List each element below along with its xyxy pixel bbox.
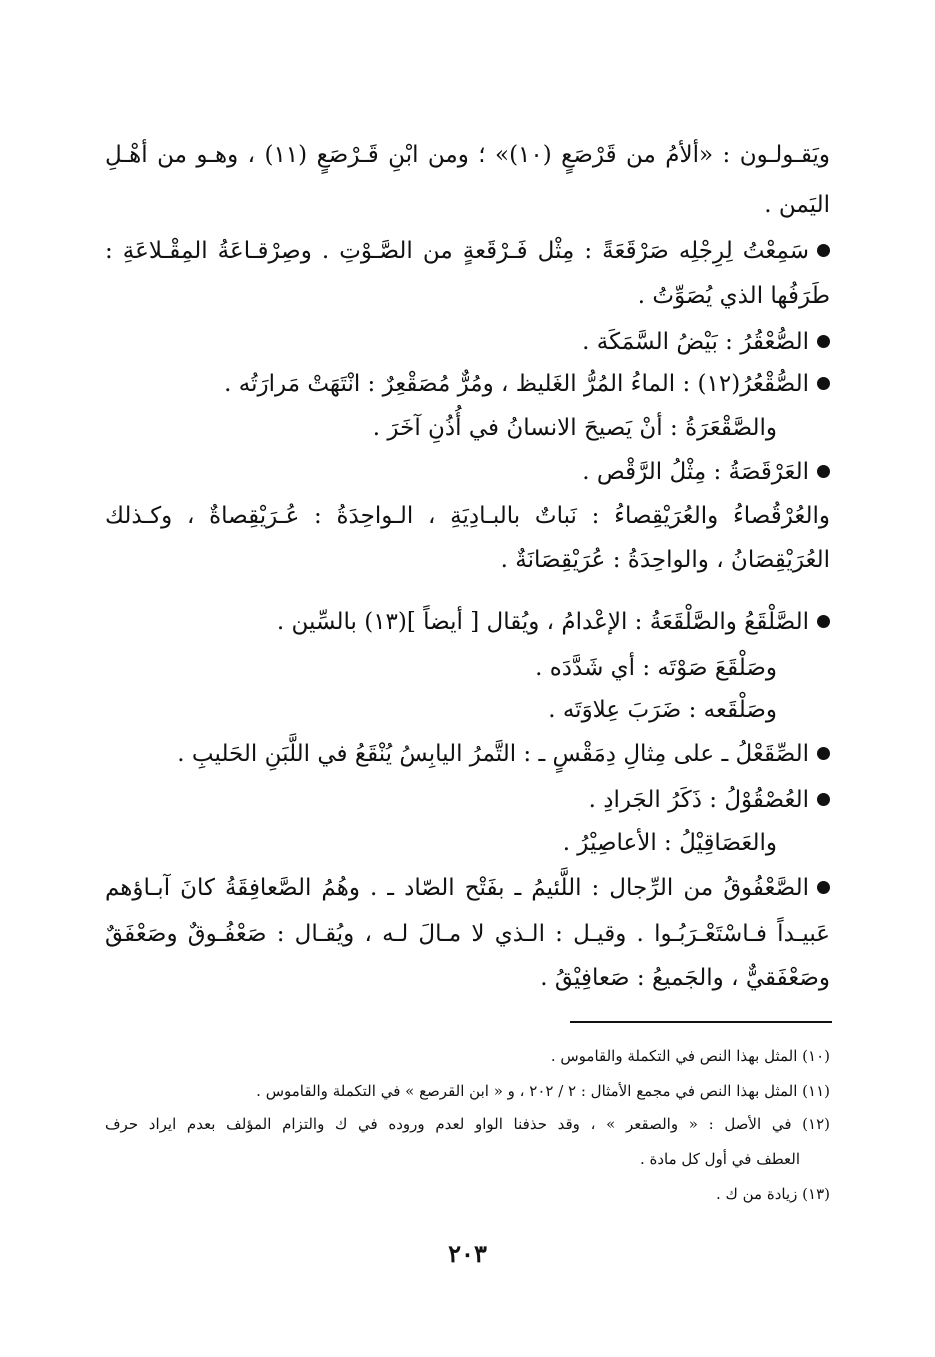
bullet-icon bbox=[817, 465, 830, 478]
text-line: ويَقـولـون : «ألأمُ من قَرْصَعٍ (١٠)» ؛ ومن ابْنِ قَـرْصَعٍ (١١) ، وهـو من أهْـلِ bbox=[105, 142, 830, 168]
entry-line bbox=[277, 602, 830, 642]
page-number: ٢٠٣ bbox=[448, 1239, 487, 1268]
text-line: العُصْقُوْلُ : ذَكَرُ الجَرادِ . bbox=[588, 787, 809, 813]
footnote: (١٠) المثل بهذا النص في التكملة والقاموس . bbox=[550, 1047, 830, 1065]
footnote: (١٣) زيادة من ك . bbox=[715, 1185, 830, 1203]
entry-line bbox=[582, 452, 830, 492]
bullet-icon bbox=[817, 881, 830, 894]
bullet-icon bbox=[817, 747, 830, 760]
text-line: والعُرْقُصاءُ والعُرَيْقِصاءُ : نَباتٌ بالبـادِيَةِ ، الـواحِدَةُ : عُـرَيْقِصاةٌ ، وكـذلك bbox=[105, 503, 830, 529]
entry-line bbox=[224, 364, 830, 404]
footnote: العطف في أول كل مادة . bbox=[639, 1150, 800, 1168]
text-line: والعَصَاقِيْلُ : الأعاصِيْرُ . bbox=[562, 830, 777, 856]
text-line: الصُّقْعُرُ(١٢) : الماءُ المُرُّ الغَليظ ، ومُرٌّ مُصَقْعِرٌ : انْتَهَتْ مَرارَتُه . bbox=[224, 371, 809, 397]
text-line: طَرَفُها الذي يُصَوِّتُ . bbox=[637, 283, 830, 309]
footnote-divider bbox=[570, 1021, 832, 1023]
text-line: الصَّعْفُوقُ من الرِّجال : اللَّئيمُ ـ بفَتْح الصّاد ـ . وهُمُ الصَّعافِقَةُ كانَ آبـاؤهم bbox=[105, 875, 809, 901]
text-line: والصَّقْعَرَةُ : أنْ يَصيحَ الانسانُ في أُذُنِ آخَرَ . bbox=[372, 415, 777, 441]
entry-line bbox=[177, 734, 830, 774]
footnote: (١٢) في الأصل : « والصقعر » ، وقد حذفنا الواو لعدم وروده في ك والتزام المؤلف بعدم ايراد حرف bbox=[105, 1115, 830, 1133]
bullet-icon bbox=[817, 377, 830, 390]
text-line: العُرَيْقِصَانُ ، والواحِدَةُ : عُرَيْقِصَانَةٌ . bbox=[500, 547, 830, 573]
text-line: اليَمن . bbox=[764, 192, 830, 218]
entry-line bbox=[105, 868, 830, 908]
entry-line bbox=[582, 322, 830, 362]
text-line: عَبيـداً فـاسْتَعْـرَبُـوا . وقيـل : الـذي لا مـالَ لـه ، ويُقـال : صَعْفُـوقٌ وصَعْفَقٌ bbox=[105, 921, 830, 947]
bullet-icon bbox=[817, 244, 830, 257]
text-line: الصَّلْقَعُ والصَّلْقَعَةُ : الإعْدامُ ، ويُقال [ أيضاً ](١٣) بالسِّين . bbox=[276, 609, 809, 635]
text-line: وصَعْفَقيٌّ ، والجَميعُ : صَعافِيْقُ . bbox=[540, 965, 830, 991]
text-line: وصَلْقَعه : ضَرَبَ عِلاوَتَه . bbox=[548, 697, 777, 723]
bullet-icon bbox=[817, 615, 830, 628]
text-line: الصِّقَعْلُ ـ على مِثالِ دِمَقْسٍ ـ : التَّمرُ اليابِسُ يُنْقَعُ في اللَّبَنِ الحَليبِ . bbox=[177, 741, 809, 767]
text-line: سَمِعْتُ لِرِجْلِه صَرْقَعَةً : مِثْل فَـرْقَعةٍ من الصَّـوْتِ . وصِرْقـاعَةُ المِقْـلاعَةِ : bbox=[105, 238, 809, 264]
text-line: العَرْقَصَةُ : مِثْلُ الرَّقْص . bbox=[582, 459, 809, 485]
text-line: وصَلْقَعَ صَوْتَه : أي شَدَّدَه . bbox=[535, 655, 777, 681]
bullet-icon bbox=[817, 793, 830, 806]
text-line: الصُّعْقُرُ : بَيْضُ السَّمَكَة . bbox=[582, 329, 809, 355]
footnote: (١١) المثل بهذا النص في مجمع الأمثال : ٢ / ٢٠٢ ، و « ابن القرصع » في التكملة والقاموس . bbox=[256, 1082, 830, 1100]
entry-line bbox=[589, 780, 830, 820]
entry-line bbox=[105, 231, 830, 271]
bullet-icon bbox=[817, 335, 830, 348]
